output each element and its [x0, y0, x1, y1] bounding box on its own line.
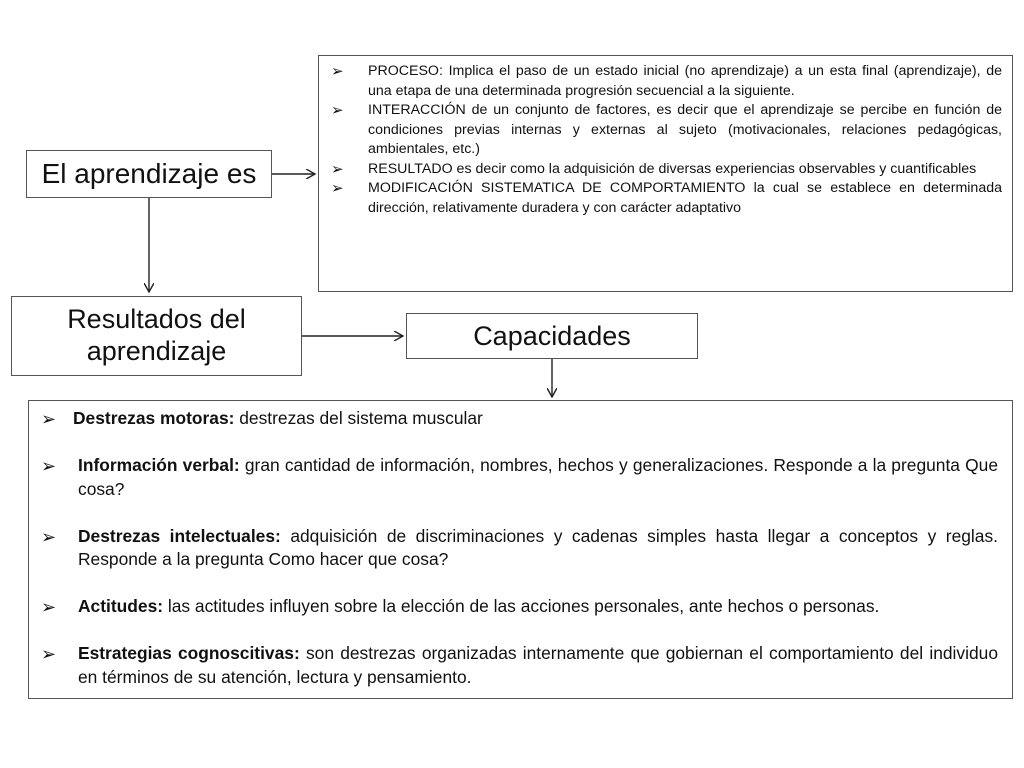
proceso-list — [331, 62, 1002, 218]
capacidad-item — [41, 642, 998, 689]
capacidad-term: Actitudes: — [78, 596, 164, 616]
capacidad-desc: destrezas del sistema muscular — [234, 408, 483, 428]
arrow-bullet-icon: ➢ — [331, 180, 344, 197]
proceso-description-box — [318, 55, 1013, 292]
capacidad-term: Estrategias cognoscitivas: — [78, 643, 300, 663]
arrow-bullet-icon: ➢ — [41, 409, 57, 429]
capacidad-desc: son destrezas organizadas internamente que gobiernan el comportamiento del individuo en términos de su atención, lectura y pensamiento. — [78, 643, 998, 687]
arrow-bullet-icon: ➢ — [41, 644, 57, 664]
capacidad-term: Destrezas motoras: — [73, 408, 235, 428]
capacidades-description-box — [28, 400, 1013, 699]
proceso-item-text: INTERACCIÓN de un conjunto de factores, es decir que el aprendizaje se percibe en función de condiciones previas internas y externas al sujeto (motivacionales, relaciones pedagógicas, ambientales, etc.) — [368, 102, 1002, 157]
proceso-item — [331, 62, 1002, 101]
arrow-bullet-icon: ➢ — [41, 597, 57, 617]
arrow-bullet-icon: ➢ — [331, 63, 344, 80]
node-resultados-del-aprendizaje: Resultados del aprendizaje — [11, 296, 302, 376]
capacidad-term: Información verbal: — [78, 455, 240, 475]
node-capacidades: Capacidades — [406, 313, 698, 359]
node-el-aprendizaje-es: El aprendizaje es — [26, 150, 272, 198]
arrow-bullet-icon: ➢ — [41, 456, 57, 476]
proceso-item — [331, 179, 1002, 218]
proceso-item — [331, 160, 1002, 180]
capacidad-item — [41, 407, 998, 431]
capacidad-term: Destrezas intelectuales: — [78, 525, 281, 546]
capacidad-desc: gran cantidad de información, nombres, hechos y generalizaciones. Responde a la pregunta Que cosa? — [78, 455, 998, 499]
arrow-bullet-icon: ➢ — [331, 102, 344, 119]
capacidad-desc: adquisición de discriminaciones y cadenas simples hasta llegar a conceptos y reglas. Responde a la pregunta Como hacer que cosa? — [78, 525, 998, 569]
proceso-item-text: RESULTADO es decir como la adquisición de diversas experiencias observables y cuantificables — [368, 160, 977, 177]
capacidades-list — [41, 407, 998, 689]
capacidad-desc: las actitudes influyen sobre la elección de las acciones personales, ante hechos o personas. — [163, 596, 880, 616]
capacidad-item — [41, 454, 998, 501]
proceso-item-text: MODIFICACIÓN SISTEMATICA DE COMPORTAMIENTO la cual se establece en determinada dirección, relativamente duradera y con carácter adaptativo — [368, 180, 1002, 216]
capacidad-item — [41, 525, 998, 572]
arrow-bullet-icon: ➢ — [331, 160, 344, 178]
capacidad-item — [41, 595, 998, 619]
proceso-item — [331, 101, 1002, 160]
proceso-item-text: PROCESO: Implica el paso de un estado inicial (no aprendizaje) a un esta final (aprendizaje), de una etapa de una determinada progresión secuencial a la siguiente. — [368, 63, 1002, 99]
arrow-bullet-icon: ➢ — [41, 526, 57, 547]
